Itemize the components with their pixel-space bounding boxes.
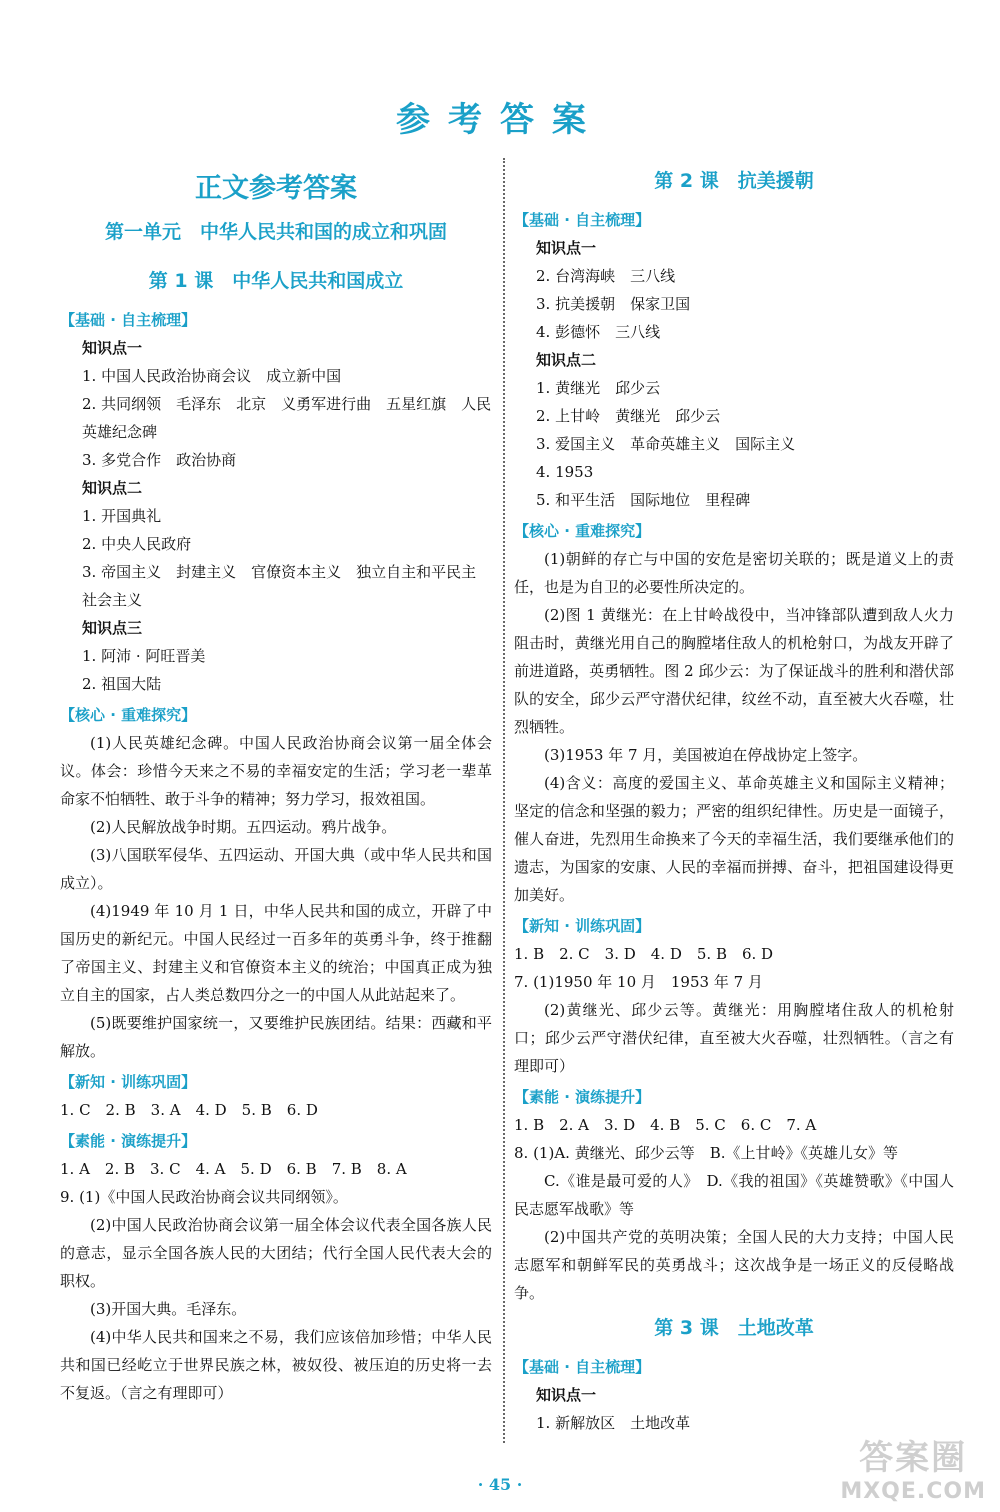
answer-line: 3. 抗美援朝 保家卫国	[536, 295, 691, 313]
answer-line: 1. 阿沛 · 阿旺晋美	[82, 647, 206, 665]
answer-line: 5. 和平生活 国际地位 里程碑	[536, 491, 751, 509]
answer-line: 2. 上甘岭 黄继光 邱少云	[536, 407, 721, 425]
answer-line: 2. 祖国大陆	[82, 675, 162, 693]
lesson-title: 第 1 课 中华人民共和国成立	[148, 270, 404, 292]
right-column	[514, 160, 954, 1437]
knowledge-point-label: 知识点二	[536, 351, 597, 369]
page-number: · 45 ·	[477, 1475, 523, 1494]
answer-line: 8. (1)A. 黄继光、邱少云等 B.《上甘岭》《英雄儿女》等	[514, 1144, 898, 1162]
answer-line: 4. 彭德怀 三八线	[536, 323, 661, 341]
section-label: 【基础 · 自主梳理】	[60, 311, 197, 329]
lesson-title: 第 3 课 土地改革	[654, 1317, 814, 1339]
section-heading: 正文参考答案	[195, 173, 357, 204]
choice-answers: 1. C 2. B 3. A 4. D 5. B 6. D	[60, 1101, 318, 1119]
answer-paragraph: C.《谁是最可爱的人》 D.《我的祖国》《英雄赞歌》《中国人民志愿军战歌》等	[514, 1172, 954, 1218]
answer-paragraph: (4)1949 年 10 月 1 日，中华人民共和国的成立，开辟了中国历史的新纪元。中国人民经过一百多年的英勇斗争，终于推翻了帝国主义、封建主义和官僚资本主义的统治；中国真正成为独立自主的国家，占人类总数四分之一的中国人从此站起来了。	[60, 902, 492, 1004]
answer-line: 2. 中央人民政府	[82, 535, 192, 553]
answer-line: 4. 1953	[536, 463, 594, 481]
answer-line: 1. 开国典礼	[82, 507, 162, 525]
section-label: 【素能 · 演练提升】	[60, 1132, 197, 1150]
section-label: 【基础 · 自主梳理】	[514, 1358, 651, 1376]
answer-paragraph: (3)八国联军侵华、五四运动、开国大典（或中华人民共和国成立）。	[60, 846, 492, 892]
choice-answers: 1. A 2. B 3. C 4. A 5. D 6. B 7. B 8. A	[60, 1160, 407, 1178]
watermark-logo	[840, 1430, 986, 1504]
answer-paragraph: (4)中华人民共和国来之不易，我们应该倍加珍惜；中华人民共和国已经屹立于世界民族之林，被奴役、被压迫的历史将一去不复返。（言之有理即可）	[60, 1328, 492, 1402]
answer-paragraph: (5)既要维护国家统一，又要维护民族团结。结果：西藏和平解放。	[60, 1014, 492, 1060]
knowledge-point-label: 知识点一	[82, 339, 143, 357]
section-label: 【核心 · 重难探究】	[514, 522, 651, 540]
choice-answers: 1. B 2. C 3. D 4. D 5. B 6. D	[514, 945, 774, 963]
section-label: 【核心 · 重难探究】	[60, 706, 197, 724]
watermark-text: 答案圈	[859, 1438, 968, 1478]
answer-paragraph: (1)人民英雄纪念碑。中国人民政治协商会议第一届全体会议。体会：珍惜今天来之不易的幸福安定的生活；学习老一辈革命家不怕牺牲、敢于斗争的精神；努力学习，报效祖国。	[60, 734, 492, 808]
page-title: 参考答案	[396, 100, 604, 140]
answer-paragraph: (2)中国人民政治协商会议第一届全体会议代表全国各族人民的意志，显示全国各族人民的大团结；代行全国人民代表大会的职权。	[60, 1216, 492, 1290]
answer-line: 1. 新解放区 土地改革	[536, 1414, 691, 1432]
unit-title: 第一单元 中华人民共和国的成立和巩固	[104, 221, 447, 243]
answer-line: 1. 中国人民政治协商会议 成立新中国	[82, 367, 342, 385]
answer-paragraph: (1)朝鲜的存亡与中国的安危是密切关联的；既是道义上的责任，也是为自卫的必要性所决定的。	[514, 550, 954, 596]
lesson-title: 第 2 课 抗美援朝	[654, 170, 814, 192]
answer-line: 9. (1)《中国人民政治协商会议共同纲领》。	[60, 1188, 348, 1206]
answer-line: 2. 台湾海峡 三八线	[536, 267, 676, 285]
left-column	[60, 160, 492, 1407]
answer-paragraph: (2)人民解放战争时期。五四运动。鸦片战争。	[90, 818, 397, 836]
section-label: 【新知 · 训练巩固】	[514, 917, 651, 935]
answer-line: 3. 多党合作 政治协商	[82, 451, 237, 469]
answer-line: 3. 爱国主义 革命英雄主义 国际主义	[536, 435, 796, 453]
section-label: 【新知 · 训练巩固】	[60, 1073, 197, 1091]
section-label: 【基础 · 自主梳理】	[514, 211, 651, 229]
watermark-url: MXQE.COM	[840, 1479, 986, 1504]
answer-paragraph: (2)黄继光、邱少云等。黄继光：用胸膛堵住敌人的机枪射口；邱少云严守潜伏纪律，直至被大火吞噬，壮烈牺牲。（言之有理即可）	[514, 1001, 954, 1075]
column-divider	[503, 158, 505, 1443]
answer-paragraph: (2)图 1 黄继光：在上甘岭战役中，当冲锋部队遭到敌人火力阻击时，黄继光用自己的胸膛堵住敌人的机枪射口，为战友开辟了前进道路，英勇牺牲。图 2 邱少云：为了保证战斗的胜利和潜伏部队的安全，邱少云严守潜伏纪律，纹丝不动，直至被大火吞噬，壮烈牺牲。	[514, 606, 954, 736]
answer-line: 3. 帝国主义 封建主义 官僚资本主义 独立自主和平民主 社会主义	[82, 563, 492, 609]
knowledge-point-label: 知识点一	[536, 239, 597, 257]
answer-paragraph: (4)含义：高度的爱国主义、革命英雄主义和国际主义精神；坚定的信念和坚强的毅力；严密的组织纪律性。历史是一面镜子，催人奋进，先烈用生命换来了今天的幸福生活，我们要继承他们的遗志，为国家的安康、人民的幸福而拼搏、奋斗，把祖国建设得更加美好。	[514, 774, 954, 904]
knowledge-point-label: 知识点二	[82, 479, 143, 497]
answer-line: 1. 黄继光 邱少云	[536, 379, 661, 397]
choice-answers: 1. B 2. A 3. D 4. B 5. C 6. C 7. A	[514, 1116, 817, 1134]
answer-paragraph: (2)中国共产党的英明决策；全国人民的大力支持；中国人民志愿军和朝鲜军民的英勇战斗；这次战争是一场正义的反侵略战争。	[514, 1228, 954, 1302]
answer-line: 7. (1)1950 年 10 月 1953 年 7 月	[514, 973, 763, 991]
section-label: 【素能 · 演练提升】	[514, 1088, 651, 1106]
answer-line: 2. 共同纲领 毛泽东 北京 义勇军进行曲 五星红旗 人民英雄纪念碑	[82, 395, 492, 441]
answer-paragraph: (3)1953 年 7 月，美国被迫在停战协定上签字。	[544, 746, 868, 764]
knowledge-point-label: 知识点一	[536, 1386, 597, 1404]
knowledge-point-label: 知识点三	[82, 619, 143, 637]
answer-paragraph: (3)开国大典。毛泽东。	[90, 1300, 247, 1318]
